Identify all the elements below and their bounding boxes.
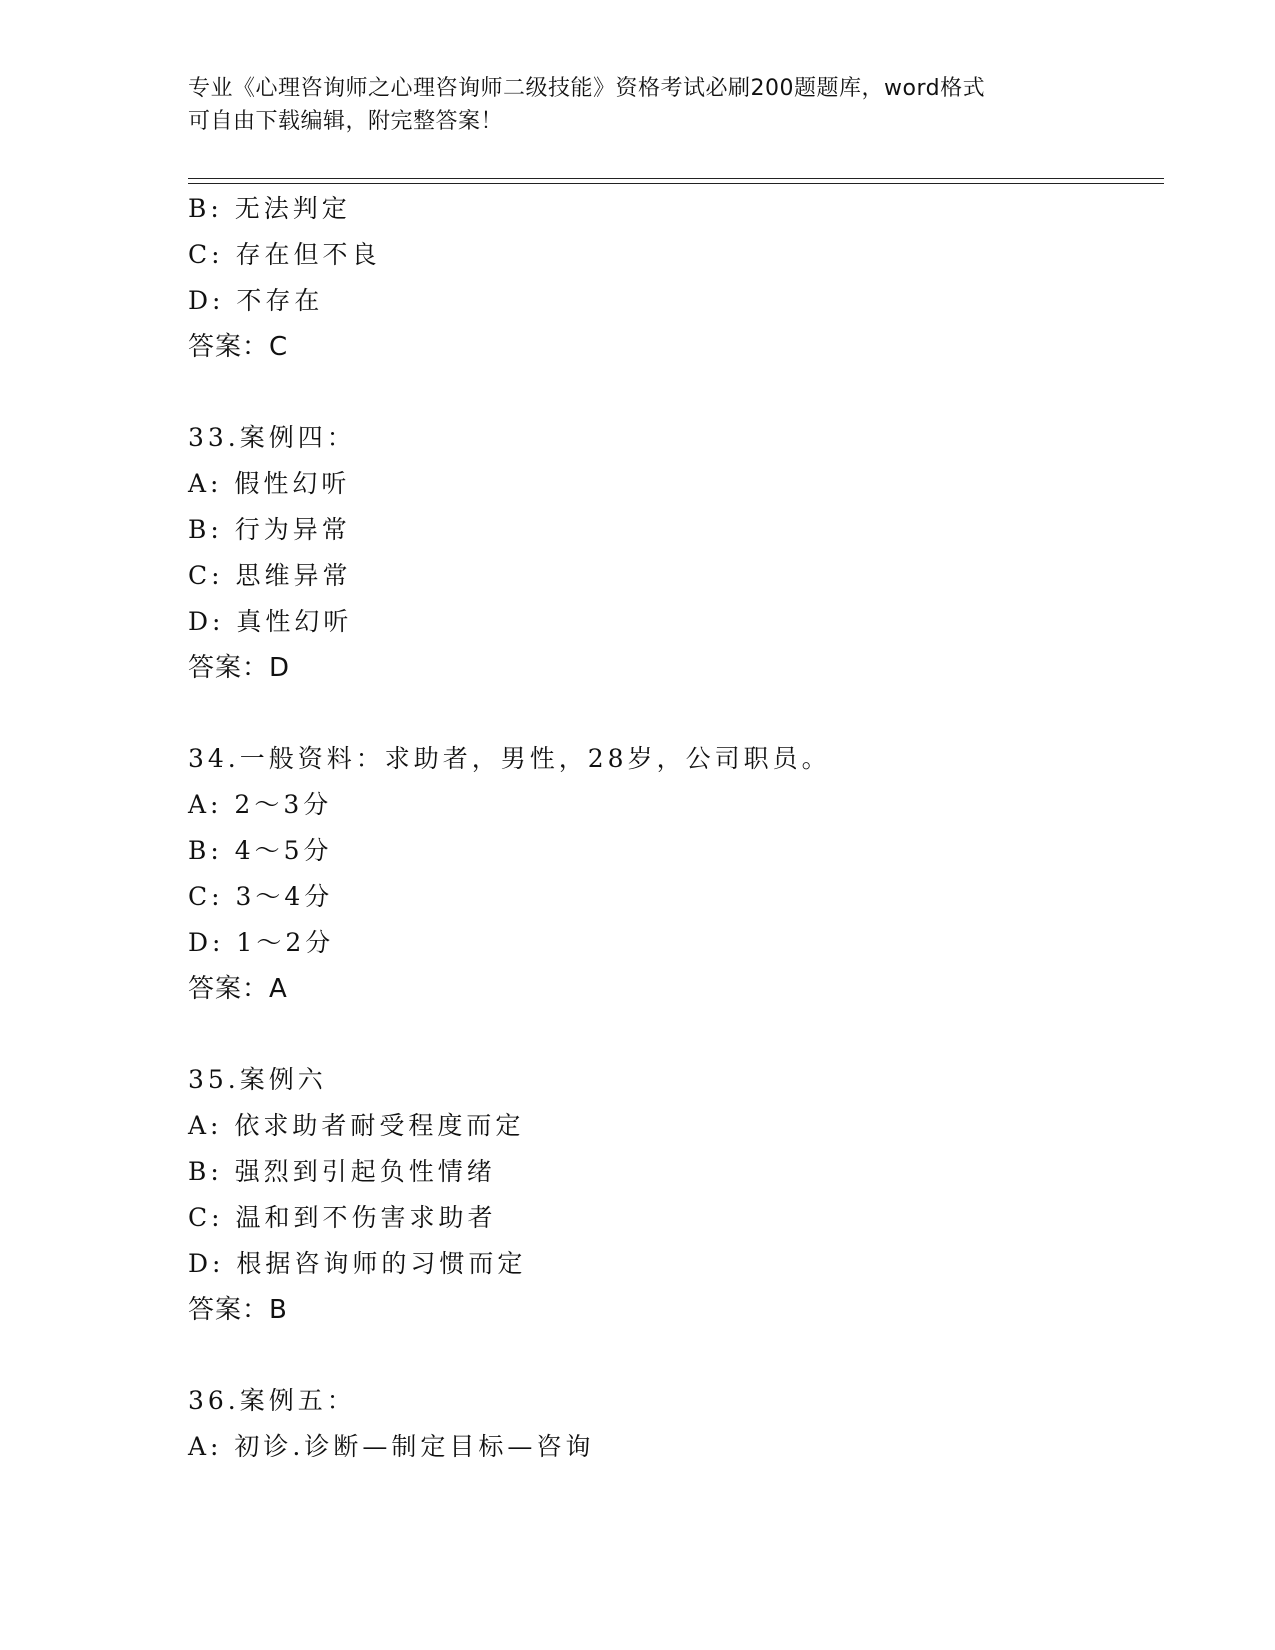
option-b: B: 4～5分 xyxy=(188,836,333,865)
question-title: 34.一般资料：求助者，男性，28岁，公司职员。 xyxy=(188,744,831,773)
answer: 答案：C xyxy=(188,332,289,362)
option-a: A: 初诊.诊断—制定目标—咨询 xyxy=(188,1432,595,1461)
option-c: C: 3～4分 xyxy=(188,882,334,911)
document-header xyxy=(188,72,1088,138)
option-d: D: 1～2分 xyxy=(188,928,335,957)
spacer xyxy=(188,1333,1148,1378)
option-c: C: 思维异常 xyxy=(188,561,352,590)
option-c: C: 温和到不伤害求助者 xyxy=(188,1203,497,1232)
answer: 答案：D xyxy=(188,653,291,683)
header-line-2: 可自由下载编辑，附完整答案！ xyxy=(188,109,504,134)
question-32 xyxy=(188,186,1148,370)
question-35 xyxy=(188,1057,1148,1333)
option-b: B: 行为异常 xyxy=(188,515,351,544)
option-a: A: 依求助者耐受程度而定 xyxy=(188,1111,525,1140)
option-c: C: 存在但不良 xyxy=(188,240,381,269)
header-rule-top xyxy=(188,178,1164,179)
option-d: D: 根据咨询师的习惯而定 xyxy=(188,1249,527,1278)
spacer xyxy=(188,691,1148,736)
answer: 答案：B xyxy=(188,1295,288,1325)
answer: 答案：A xyxy=(188,974,288,1004)
option-b: B: 无法判定 xyxy=(188,194,351,223)
option-b: B: 强烈到引起负性情绪 xyxy=(188,1157,496,1186)
option-a: A: 2～3分 xyxy=(188,790,333,819)
option-d: D: 真性幻听 xyxy=(188,607,353,636)
question-list xyxy=(188,186,1148,1470)
header-line-1: 专业《心理咨询师之心理咨询师二级技能》资格考试必刷200题题库，word格式 xyxy=(188,76,986,101)
question-title: 33.案例四： xyxy=(188,423,356,452)
header-rule-bottom xyxy=(188,183,1164,184)
question-36 xyxy=(188,1378,1148,1470)
question-33 xyxy=(188,415,1148,691)
spacer xyxy=(188,370,1148,415)
option-a: A: 假性幻听 xyxy=(188,469,351,498)
option-d: D: 不存在 xyxy=(188,286,324,315)
question-34 xyxy=(188,736,1148,1012)
question-title: 35.案例六 xyxy=(188,1065,327,1094)
spacer xyxy=(188,1012,1148,1057)
question-title: 36.案例五： xyxy=(188,1386,356,1415)
